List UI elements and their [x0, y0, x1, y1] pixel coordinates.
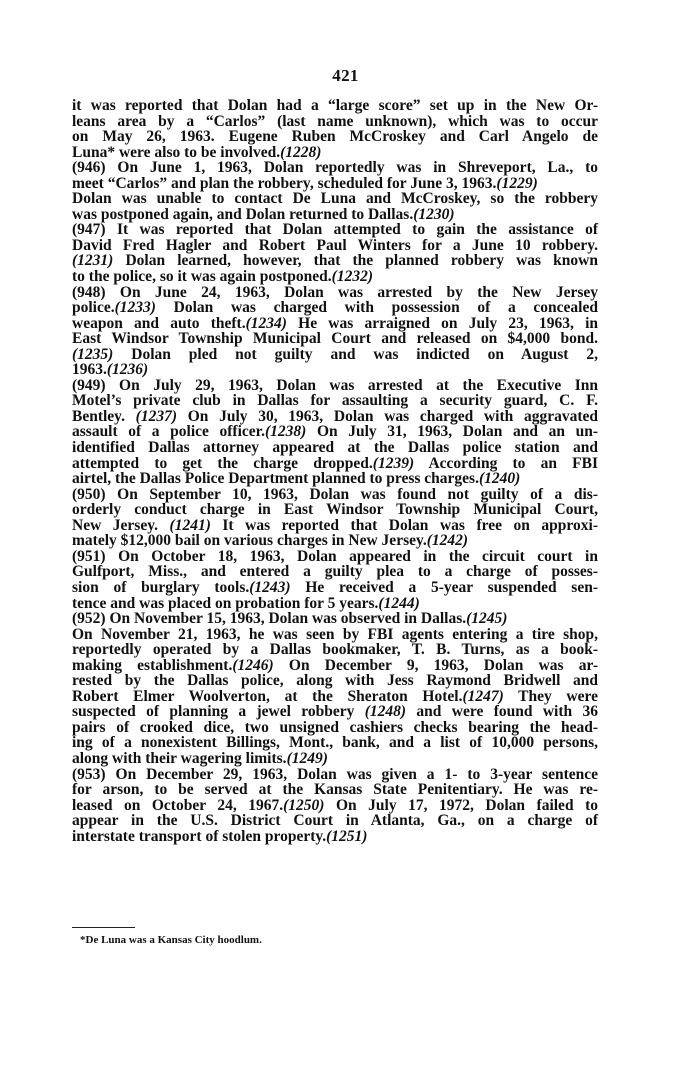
reference-number: (1243)	[249, 578, 291, 596]
text-segment: On December 9, 1963, Dolan was ar-	[273, 656, 598, 674]
reference-number: (1239)	[372, 454, 415, 472]
reference-number: (1234)	[245, 314, 287, 332]
text-line	[72, 145, 598, 161]
text-segment: Bentley.	[72, 407, 136, 425]
text-segment: suspected of planning a jewel robbery	[72, 703, 365, 721]
text-line	[72, 689, 598, 705]
text-segment: along with their wagering limits.	[72, 749, 287, 767]
text-line	[72, 114, 598, 130]
text-line	[72, 331, 598, 347]
reference-number: (1238)	[265, 423, 307, 441]
text-line	[72, 549, 598, 565]
text-segment: pairs of crooked dice, two unsigned cashiers checks bearing the head-	[72, 718, 598, 736]
text-line	[72, 798, 598, 814]
text-segment: New Jersey.	[72, 516, 170, 534]
reference-number: (1248)	[364, 703, 407, 721]
text-segment: On July 17, 1972, Dolan failed to	[324, 796, 598, 814]
text-segment: (953) On December 29, 1963, Dolan was given a 1- to 3-year sentence	[72, 765, 598, 783]
text-line	[72, 238, 598, 254]
reference-number: (1231)	[72, 252, 114, 270]
text-segment: and were found with 36	[406, 703, 598, 721]
text-line	[72, 767, 598, 783]
text-line	[72, 440, 598, 456]
text-line	[72, 502, 598, 518]
text-line	[72, 253, 598, 269]
text-segment: On November 21, 1963, he was seen by FBI agents entering a tire shop,	[72, 625, 598, 643]
text-segment: Dolan learned, however, that the planned robbery was known	[113, 252, 598, 270]
text-line	[72, 580, 598, 596]
text-segment: it was reported that Dolan had a “large score” set up in the New Or-	[72, 97, 598, 114]
text-segment: David Fred Hagler and Robert Paul Winters for a June 10 robbery.	[72, 236, 598, 254]
text-segment: reportedly operated by a Dallas bookmaker, T. B. Turns, as a book-	[72, 641, 598, 659]
reference-number: (1237)	[135, 407, 177, 425]
reference-number: (1242)	[426, 532, 469, 550]
text-line	[72, 362, 598, 378]
text-line	[72, 518, 598, 534]
text-segment: leans area by a “Carlos” (last name unknown), which was to occur	[72, 112, 598, 130]
text-line	[72, 533, 598, 549]
text-segment: They were	[503, 687, 598, 705]
reference-number: (1240)	[478, 470, 521, 488]
text-line	[72, 207, 598, 223]
text-segment: On July 30, 1963, Dolan was charged with aggravated	[177, 407, 598, 425]
reference-number: (1246)	[232, 656, 274, 674]
text-segment: rested by the Dallas police, along with Jess Raymond Bridwell and	[72, 672, 598, 690]
text-line	[72, 704, 598, 720]
text-segment: meet “Carlos” and plan the robbery, scheduled for June 3, 1963.	[72, 174, 497, 192]
text-segment: ing of a nonexistent Billings, Mont., bank, and a list of 10,000 persons,	[72, 734, 598, 752]
text-line	[72, 269, 598, 285]
text-line	[72, 611, 598, 627]
text-segment: Luna* were also to be involved.	[72, 143, 281, 161]
reference-number: (1232)	[331, 268, 373, 286]
reference-number: (1228)	[280, 143, 322, 161]
text-segment: Motel’s private club in Dallas for assaulting a security guard, C. F.	[72, 392, 598, 410]
reference-number: (1233)	[114, 299, 156, 317]
text-line	[72, 627, 598, 643]
footnote: *De Luna was a Kansas City hoodlum.	[80, 934, 262, 946]
text-segment: interstate transport of stolen property.	[72, 827, 327, 845]
text-line	[72, 642, 598, 658]
body-text	[72, 98, 598, 844]
text-segment: weapon and auto theft.	[72, 314, 246, 332]
text-line	[72, 596, 598, 612]
text-segment: was postponed again, and Dolan returned to Dallas.	[72, 205, 414, 223]
reference-number: (1244)	[378, 594, 420, 612]
text-segment: mately $12,000 bail on various charges in New Jersey.	[72, 532, 427, 550]
text-segment: According to an FBI	[414, 454, 598, 472]
text-segment: (946) On June 1, 1963, Dolan reportedly was in Shreveport, La., to	[72, 159, 598, 177]
text-line	[72, 456, 598, 472]
text-line	[72, 720, 598, 736]
reference-number: (1236)	[106, 361, 149, 379]
text-segment: identified Dallas attorney appeared at the Dallas police station and	[72, 439, 598, 457]
reference-number: (1247)	[462, 687, 504, 705]
text-segment: (951) On October 18, 1963, Dolan appeared in the circuit court in	[72, 547, 598, 565]
reference-number: (1230)	[413, 205, 455, 223]
text-line	[72, 813, 598, 829]
text-line	[72, 409, 598, 425]
text-line	[72, 487, 598, 503]
text-segment: (949) On July 29, 1963, Dolan was arrested at the Executive Inn	[72, 376, 598, 394]
reference-number: (1241)	[169, 516, 211, 534]
text-line	[72, 285, 598, 301]
text-line	[72, 564, 598, 580]
text-segment: (948) On June 24, 1963, Dolan was arrested by the New Jersey	[72, 283, 598, 301]
text-segment: sion of burglary tools.	[72, 578, 250, 596]
text-line	[72, 98, 598, 114]
reference-number: (1229)	[496, 174, 538, 192]
text-line	[72, 782, 598, 798]
text-segment: tence and was placed on probation for 5 years.	[72, 594, 379, 612]
text-segment: Robert Elmer Woolverton, at the Sheraton Hotel.	[72, 687, 463, 705]
text-segment: attempted to get the charge dropped.	[72, 454, 373, 472]
text-line	[72, 471, 598, 487]
reference-number: (1250)	[283, 796, 325, 814]
text-line	[72, 300, 598, 316]
text-segment: assault of a police officer.	[72, 423, 265, 441]
text-segment: 1963.	[72, 361, 107, 379]
text-segment: (952) On November 15, 1963, Dolan was observed in Dallas.	[72, 610, 467, 628]
text-line	[72, 316, 598, 332]
text-segment: East Windsor Township Municipal Court and released on $4,000 bond.	[72, 330, 598, 348]
text-segment: It was reported that Dolan was free on approxi-	[210, 516, 598, 534]
text-segment: He was arraigned on July 23, 1963, in	[286, 314, 598, 332]
text-line	[72, 191, 598, 207]
text-line	[72, 735, 598, 751]
text-segment: (950) On September 10, 1963, Dolan was found not guilty of a dis-	[72, 485, 598, 503]
text-segment: Dolan was charged with possession of a concealed	[155, 299, 598, 317]
text-line	[72, 829, 598, 845]
page-number: 421	[332, 66, 359, 85]
text-line	[72, 424, 598, 440]
text-line	[72, 378, 598, 394]
text-segment: airtel, the Dallas Police Department planned to press charges.	[72, 470, 479, 488]
text-segment: to the police, so it was again postponed.	[72, 268, 332, 286]
text-segment: on May 26, 1963. Eugene Ruben McCroskey and Carl Angelo de	[72, 128, 598, 146]
text-segment: Dolan was unable to contact De Luna and McCroskey, so the robbery	[72, 190, 598, 208]
footnote-divider	[72, 927, 135, 928]
text-segment: Gulfport, Miss., and entered a guilty plea to a charge of posses-	[72, 563, 598, 581]
text-line	[72, 222, 598, 238]
text-segment: orderly conduct charge in East Windsor Township Municipal Court,	[72, 501, 598, 519]
text-segment: He received a 5-year suspended sen-	[290, 578, 598, 596]
text-line	[72, 673, 598, 689]
text-line	[72, 658, 598, 674]
text-segment: police.	[72, 299, 115, 317]
text-segment: Dolan pled not guilty and was indicted on August 2,	[113, 345, 598, 363]
text-segment: On July 31, 1963, Dolan and an un-	[306, 423, 598, 441]
reference-number: (1251)	[326, 827, 368, 845]
reference-number: (1245)	[466, 610, 508, 628]
text-line	[72, 751, 598, 767]
text-segment: for arson, to be served at the Kansas State Penitentiary. He was re-	[72, 781, 598, 799]
text-line	[72, 176, 598, 192]
reference-number: (1249)	[286, 749, 328, 767]
text-segment: appear in the U.S. District Court in Atlanta, Ga., on a charge of	[72, 812, 598, 830]
text-line	[72, 347, 598, 363]
text-segment: (947) It was reported that Dolan attempted to gain the assistance of	[72, 221, 598, 239]
reference-number: (1235)	[72, 345, 114, 363]
text-segment: leased on October 24, 1967.	[72, 796, 284, 814]
text-line	[72, 393, 598, 409]
text-segment: making establishment.	[72, 656, 233, 674]
text-line	[72, 160, 598, 176]
text-line	[72, 129, 598, 145]
